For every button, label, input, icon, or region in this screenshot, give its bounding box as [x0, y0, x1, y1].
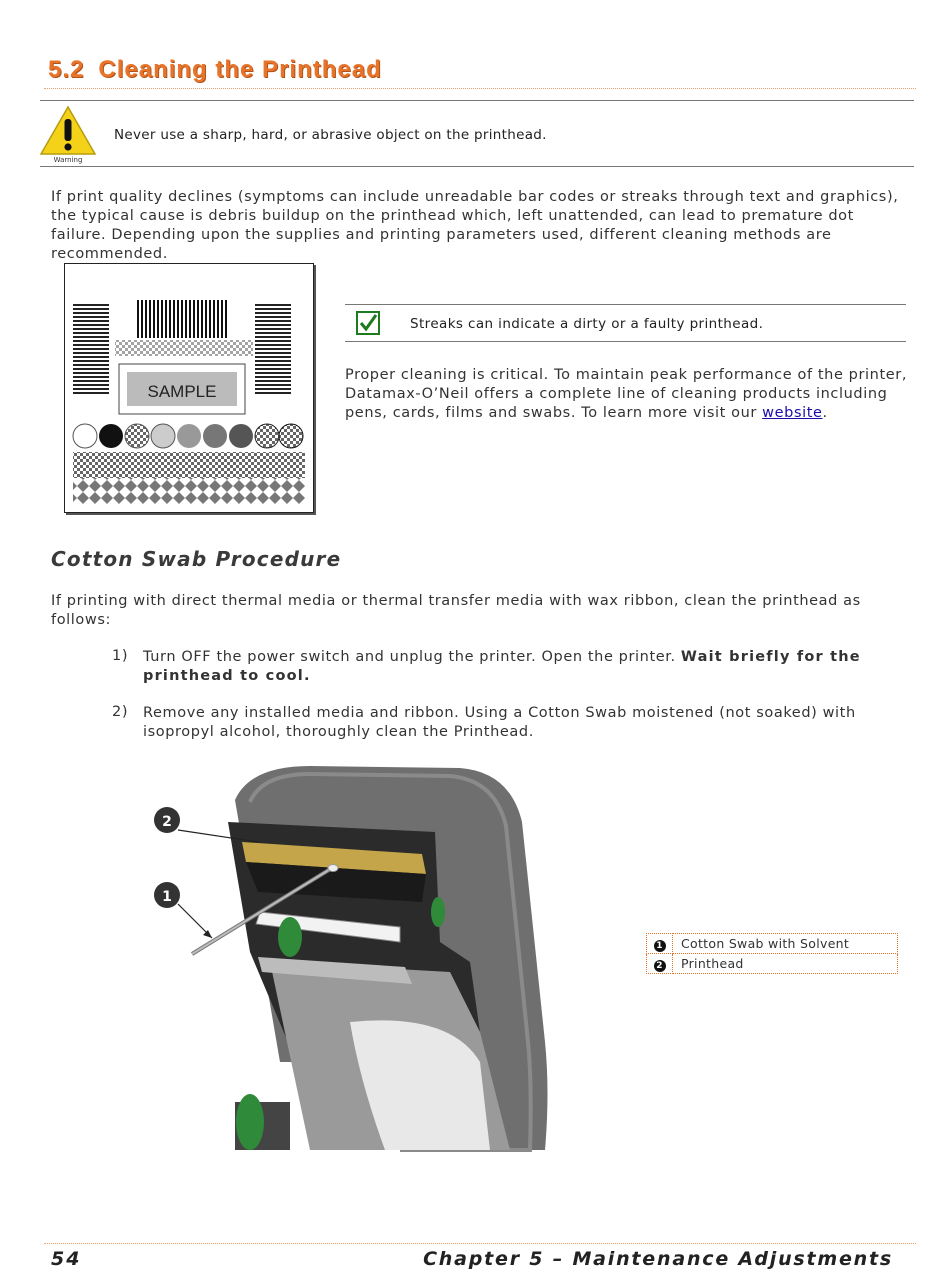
- website-link[interactable]: website: [762, 405, 823, 421]
- legend-label: Cotton Swab with Solvent: [673, 934, 898, 954]
- step-text: [143, 648, 873, 686]
- step-number: 2): [112, 704, 129, 720]
- step-body: Remove any installed media and ribbon. Using a Cotton Swab moistened (not soaked) with isopropyl alcohol, thoroughly clean the Printhead.: [143, 705, 856, 740]
- title-divider: [44, 88, 916, 89]
- warning-icon-label: Warning: [53, 156, 83, 164]
- legend-row: [647, 954, 898, 974]
- step-number: 1): [112, 648, 129, 664]
- callout-1: 1: [162, 889, 172, 905]
- procedure-intro: If printing with direct thermal media or thermal transfer media with wax ribbon, clean the printhead as follows:: [51, 593, 861, 628]
- intro-paragraph: If print quality declines (symptoms can include unreadable bar codes or streaks through text and graphics), the typical cause is debris buildup on the printhead which, left unattended, can lead to premature dot failure. Depending upon the supplies and printing parameters used, different cleaning methods are recommended.: [51, 189, 899, 262]
- step-text: [143, 704, 873, 742]
- note-text: Streaks can indicate a dirty or a faulty printhead.: [410, 316, 764, 332]
- proper-cleaning-paragraph: [345, 366, 910, 423]
- sample-label: SAMPLE: [147, 382, 217, 401]
- chapter-title: Chapter 5 – Maintenance Adjustments: [423, 1248, 893, 1270]
- section-title-text: Cleaning the Printhead: [98, 56, 382, 83]
- note-top-rule: [345, 304, 906, 305]
- legend-number-badge: 1: [654, 940, 666, 952]
- warning-text: Never use a sharp, hard, or abrasive object on the printhead.: [114, 127, 547, 143]
- warning-top-rule: [40, 100, 914, 101]
- proper-cleaning-end: .: [822, 405, 828, 421]
- sample-print-image: [64, 263, 314, 513]
- warning-bottom-rule: [40, 166, 914, 167]
- procedure-heading: Cotton Swab Procedure: [51, 547, 342, 571]
- legend-row: [647, 934, 898, 954]
- checkmark-icon: [356, 311, 380, 335]
- legend-number-badge: 2: [654, 960, 666, 972]
- warning-icon: [38, 104, 98, 164]
- page-number: 54: [51, 1248, 82, 1270]
- figure-legend: [646, 933, 898, 974]
- step-emphasis: Wait briefly for the printhead to cool.: [143, 649, 861, 684]
- note-bottom-rule: [345, 341, 906, 342]
- printer-illustration: [150, 762, 560, 1152]
- callout-2: 2: [162, 814, 172, 830]
- section-number: 5.2: [48, 56, 85, 83]
- proper-cleaning-text: Proper cleaning is critical. To maintain peak performance of the printer, Datamax-O’Neil offers a complete line of cleaning products including pens, cards, films and swabs. To learn more visit our: [345, 367, 908, 421]
- section-title: [48, 56, 382, 84]
- step-body: Turn OFF the power switch and unplug the printer. Open the printer.: [143, 649, 681, 665]
- sample-print-graphic: [65, 264, 313, 512]
- legend-label: Printhead: [673, 954, 898, 974]
- footer-divider: [44, 1243, 916, 1244]
